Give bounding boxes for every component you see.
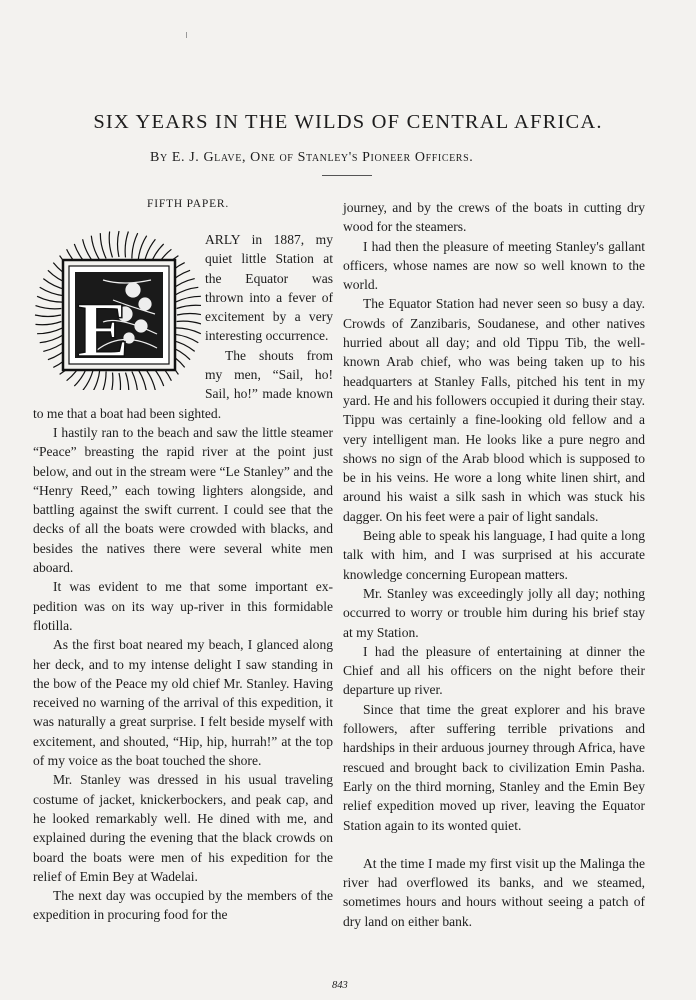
title-rule (322, 175, 372, 176)
sunburst-ray (36, 306, 62, 309)
sunburst-ray (177, 321, 201, 324)
sunburst-ray (176, 328, 201, 334)
paragraph: Being able to speak his language, I had quite a long talk with him, and I was surprised at his accurate knowledge concerning European matters. (343, 528, 645, 582)
paragraph: Mr. Stanley was exceedingly jolly all day; nothing occurred to worry or trouble him during his brief stay at my Station. (343, 585, 645, 640)
sunburst-ray (125, 232, 128, 258)
article-title: SIX YEARS IN THE WILDS OF CENTRAL AFRICA. (93, 111, 603, 133)
sunburst-ray (138, 370, 147, 390)
sunburst-ray (100, 233, 106, 258)
paragraph: journey, and by the crews of the boats in cutting dry wood for the steamers. (343, 200, 645, 235)
sunburst-ray (174, 287, 199, 296)
paragraph: The next day was occupied by the members of the expedition in procuring food for the (33, 888, 333, 923)
paragraph: The shouts from my men, “Sail, ho! Sail, ho!” made known to me that a boat had been sighted. (33, 347, 333, 421)
page-number: 843 (332, 980, 348, 991)
paragraph: I hastily ran to the beach and saw the little steamer “Peace” breasting the rapid river at the point just below, and out in the stream were “Le Stanley” and the “Henry Reed,” each towing lighters alongside, and battling against the swift current. I could see that the decks of all the boats were crowded with blacks, and besides the natives there were several white men aboard. (33, 424, 333, 576)
sunburst-ray (40, 334, 65, 343)
sunburst-ray (110, 373, 113, 390)
decorated-initial (33, 230, 201, 390)
sunburst-ray (91, 236, 100, 261)
paragraph: I had then the pleasure of meeting Stanley's gallant officers, whose names are now so well known to the world. (343, 238, 645, 293)
sunburst-ray (176, 296, 201, 302)
byline: By E. J. Glave, One of Stanley's Pioneer Officers. (150, 150, 474, 165)
left-column (33, 230, 333, 925)
sunburst-ray (109, 232, 112, 258)
paragraph: ARLY in 1887, my quiet little Station at the Equator was thrown into a fever of excitement by a very interesting occurrence. (205, 232, 333, 344)
sunburst-initial-ornament (33, 230, 201, 390)
sunburst-ray (132, 372, 138, 391)
sunburst-ray (119, 373, 121, 390)
sunburst-ray (100, 372, 106, 391)
sunburst-ray (36, 322, 62, 325)
paragraph: Since that time the great explorer and his brave followers, after suffering terrible privations and hardships in their arduous journey through Africa, have rescued and brought back to civilization Emin Pasha. Early on the third morning, Stanley and the Emin Bey relief expedition moved up river, leaving the Equator Station again to its wonted quiet. (343, 701, 645, 833)
margin-mark (186, 32, 187, 38)
sunburst-ray (37, 296, 62, 302)
paragraph: As the first boat neared my beach, I glanced along her deck, and to my intense delight I saw standing in the bow of the Peace my old chief Mr. Stanley. Having received no warning of the arrival of this expedition, it was naturally a great surprise. I felt beside myself with excitement, and shouted, “Hip, hip, hurrah!” at the top of my voice as the boat touched the shore. (33, 637, 333, 769)
initial-letter: E (77, 286, 130, 373)
right-column (343, 198, 645, 931)
sunburst-ray (118, 231, 120, 257)
sunburst-ray (177, 305, 201, 308)
paragraph: It was evident to me that some important expedition was on its way up-river in this formidable flotilla. (33, 579, 333, 633)
sunburst-ray (37, 328, 62, 334)
sunburst-ray (132, 233, 138, 258)
paragraph: Mr. Stanley was dressed in his usual traveling costume of jacket, knickerbockers, and peak cap, and he looked remarkably well. He dined with me, and explained during the evening that the black crowds on board the boats were men of his expedition for the relief of Emin Bey at Wadelai. (33, 772, 333, 884)
sunburst-ray (177, 314, 201, 316)
paragraph: I had the pleasure of entertaining at dinner the Chief and all his officers on the night before their departure up river. (343, 643, 645, 698)
paragraph: At the time I made my first visit up the Malinga the river had overflowed its banks, and we steamed, sometimes hours and hours without seeing a patch of dry land on either bank. (343, 855, 645, 929)
sunburst-ray (35, 315, 61, 317)
sunburst-ray (126, 373, 129, 390)
part-label: FIFTH PAPER. (147, 198, 230, 210)
paragraph: The Equator Station had never seen so busy a day. Crowds of Zanzibaris, Soudanese, and other natives hurried about all day; and old Tippu Tib, the well-known Arab chief, who was being taken up to his headquarters at Stanley Falls, pitched his tent in my yard. He and his followers occupied it during their stay. Tippu was certainly a fine-looking old fellow and a very intelligent man. He looks like a pure negro and shows no sign of the Arab blood which is supposed to be in his veins. He wore a long white linen shirt, and around his waist a silk sash in which was stuck his dagger. On his feet were a pair of light sandals. (343, 296, 645, 524)
